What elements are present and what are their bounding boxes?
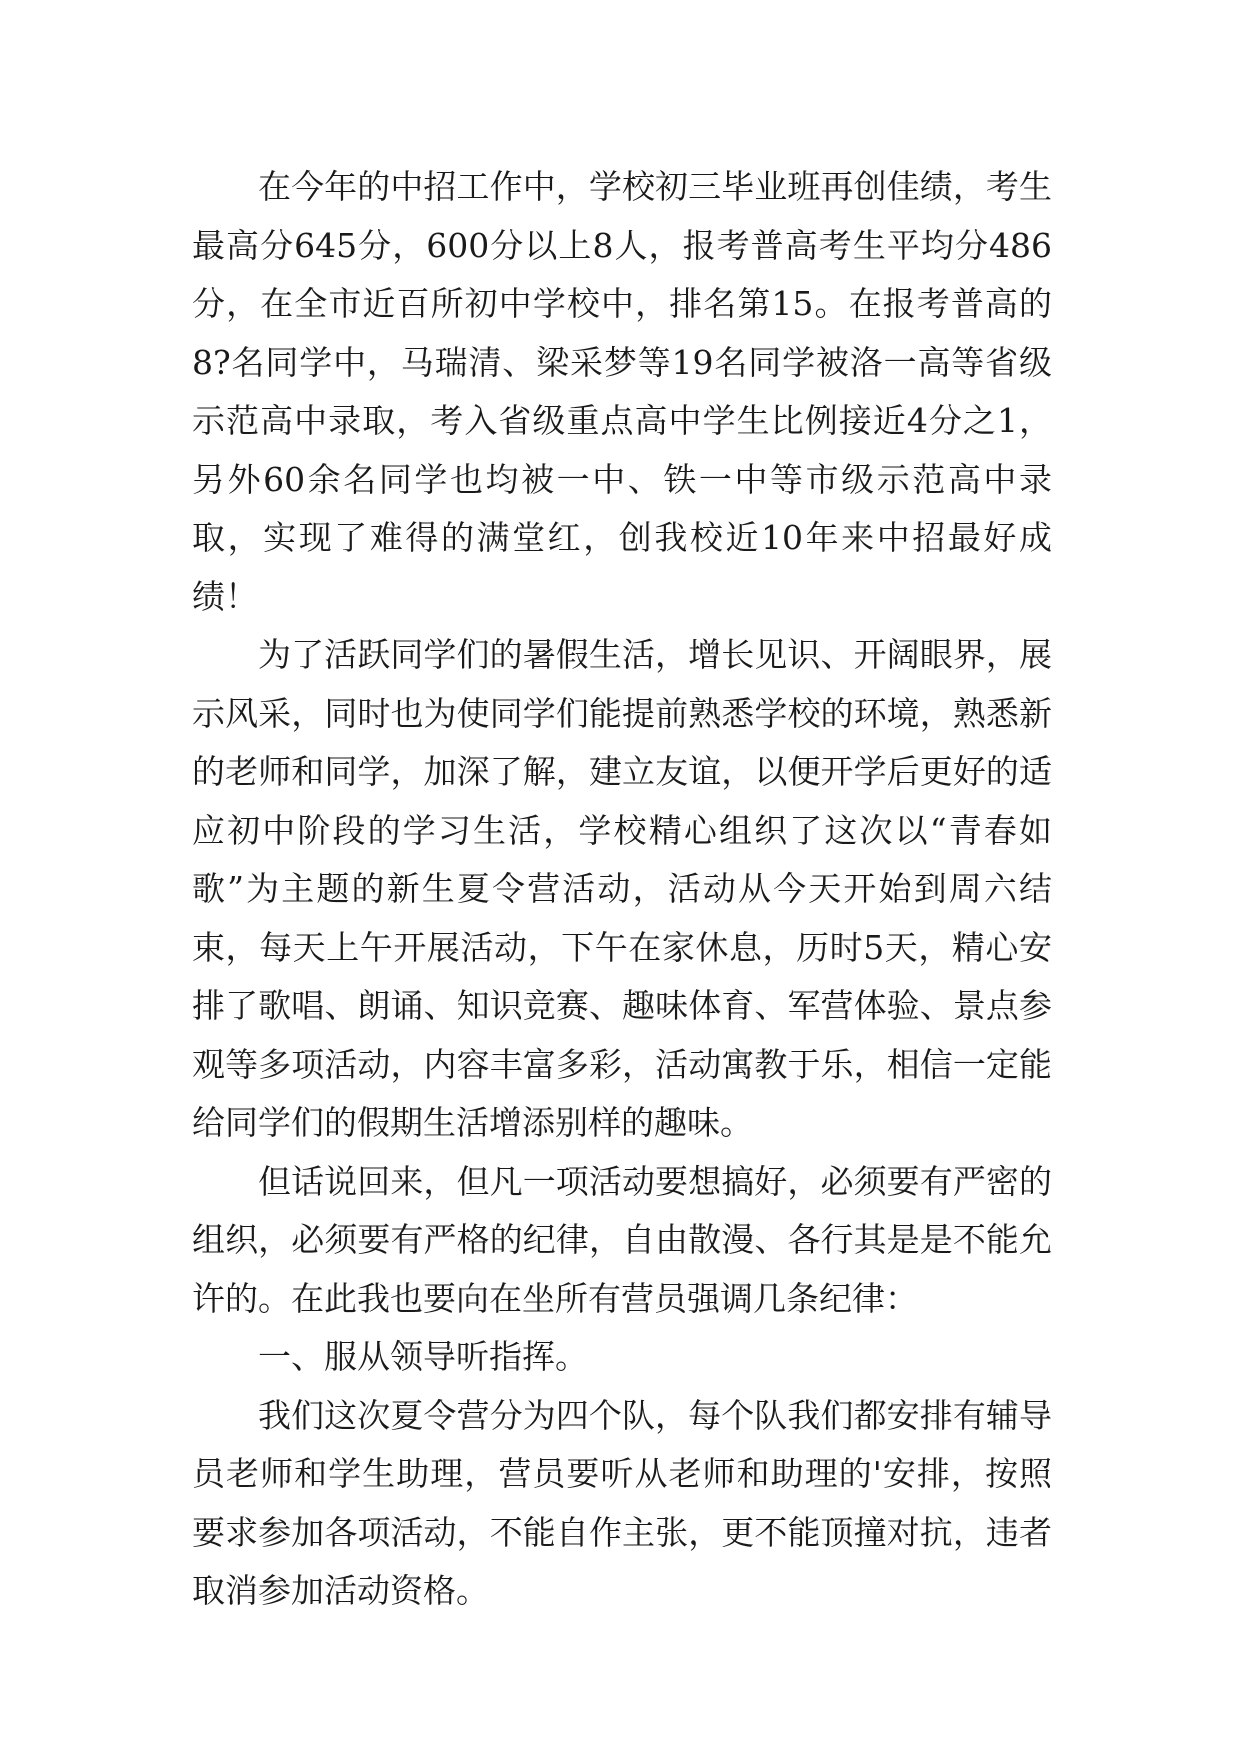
document-body <box>192 158 1052 1621</box>
paragraph-discipline-intro: 但话说回来，但凡一项活动要想搞好，必须要有严密的组织，必须要有严格的纪律，自由散漫、各行其是是不能允许的。在此我也要向在坐所有营员强调几条纪律： <box>192 1161 1052 1318</box>
rule-heading-1: 一、服从领导听指挥。 <box>258 1337 588 1376</box>
paragraph-rule-1-detail: 我们这次夏令营分为四个队，每个队我们都安排有辅导员老师和学生助理，营员要听从老师和助理的'安排，按照要求参加各项活动，不能自作主张，更不能顶撞对抗，违者取消参加活动资格。 <box>192 1395 1052 1610</box>
paragraph-exam-results: 在今年的中招工作中，学校初三毕业班再创佳绩，考生最高分645分，600分以上8人，报考普高考生平均分486分，在全市近百所初中学校中，排名第15。在报考普高的8?名同学中，马瑞清、梁采梦等19名同学被洛一高等省级示范高中录取，考入省级重点高中学生比例接近4分之1，另外60余名同学也均被一中、铁一中等市级示范高中录取，实现了难得的满堂红，创我校近10年来中招最好成绩！ <box>192 167 1052 616</box>
paragraph-summer-camp-intro: 为了活跃同学们的暑假生活，增长见识、开阔眼界，展示风采，同时也为使同学们能提前熟悉学校的环境，熟悉新的老师和同学，加深了解，建立友谊，以便开学后更好的适应初中阶段的学习生活，学校精心组织了这次以“青春如歌”为主题的新生夏令营活动，活动从今天开始到周六结束，每天上午开展活动，下午在家休息，历时5天，精心安排了歌唱、朗诵、知识竞赛、趣味体育、军营体验、景点参观等多项活动，内容丰富多彩，活动寓教于乐，相信一定能给同学们的假期生活增添别样的趣味。 <box>192 635 1052 1142</box>
